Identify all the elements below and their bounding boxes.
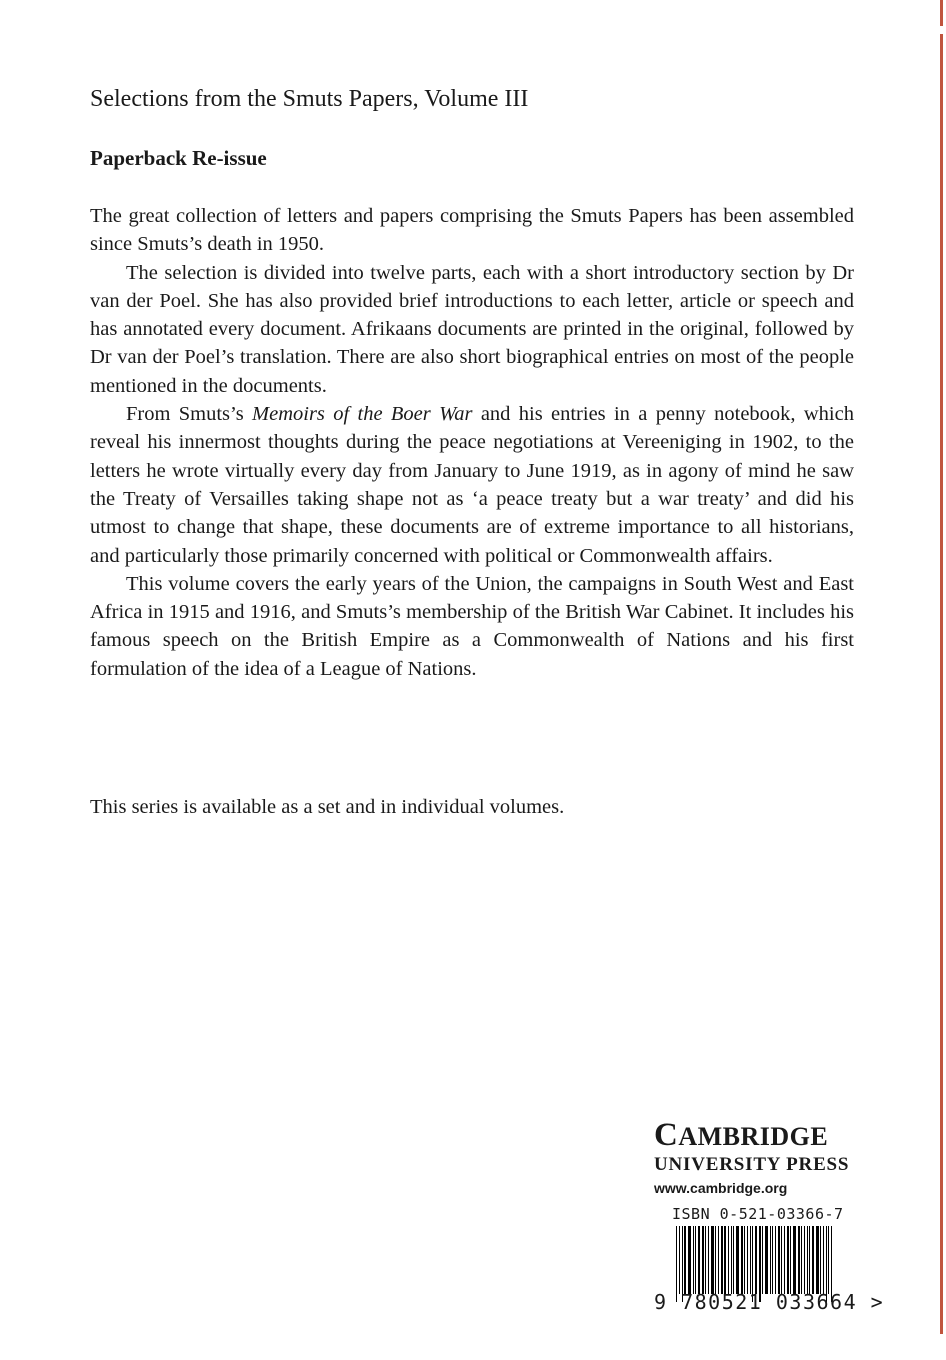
book-reference-italic: Memoirs of the Boer War	[252, 403, 473, 426]
blurb-paragraph: The great collection of letters and papers comprising the Smuts Papers has been assembled since Smuts’s death in 1950.	[90, 205, 854, 256]
publisher-initial: C	[654, 1117, 679, 1153]
blurb-text: From Smuts’s	[126, 403, 253, 426]
barcode-icon	[676, 1226, 854, 1294]
blurb-paragraph: The selection is divided into twelve parts, each with a short introductory section by Dr van der Poel. She has also provided brief introductions to each letter, article or speech and has annotated every document. Afrikaans documents are printed in the original, followed by Dr van der Poel’s translation. There are also short biographical entries on most of the people mentioned in the documents.	[90, 261, 854, 397]
isbn-label: ISBN 0-521-03366-7	[672, 1205, 844, 1223]
edition-label: Paperback Re-issue	[90, 146, 267, 170]
publisher-logo	[654, 1118, 849, 1200]
cover-edge-stripe-top	[940, 0, 943, 26]
publisher-name-rest: AMBRIDGE	[678, 1122, 829, 1151]
publisher-subname: UNIVERSITY PRESS	[654, 1154, 850, 1175]
publisher-url: www.cambridge.org	[654, 1180, 788, 1196]
blurb	[90, 202, 854, 683]
blurb-text: and his entries in a penny notebook, which reveal his innermost thoughts during the peace negotiations at Vereeniging in 1902, to the letters he wrote virtually every day from January to June 1919, as in agony of mind he saw the Treaty of Versailles taking shape not as ‘a peace treaty but a war treaty’ and did his utmost to change that shape, these documents are of extreme importance to all historians, and particularly those primarily concerned with political or Commonwealth affairs.	[90, 403, 854, 567]
series-note: This series is available as a set and in individual volumes.	[90, 796, 565, 818]
book-title: Selections from the Smuts Papers, Volume III	[90, 86, 529, 112]
blurb-paragraph	[90, 400, 854, 570]
publisher-name	[654, 1118, 849, 1154]
cover-edge-stripe	[940, 34, 943, 1334]
blurb-paragraph: This volume covers the early years of the Union, the campaigns in South West and East Africa in 1915 and 1916, and Smuts’s membership of the British War Cabinet. It includes his famous speech on the British Empire as a Commonwealth of Nations and his first formulation of the idea of a League of Nations.	[90, 572, 854, 680]
barcode-digits: 9 780521 033664 >	[654, 1290, 885, 1314]
